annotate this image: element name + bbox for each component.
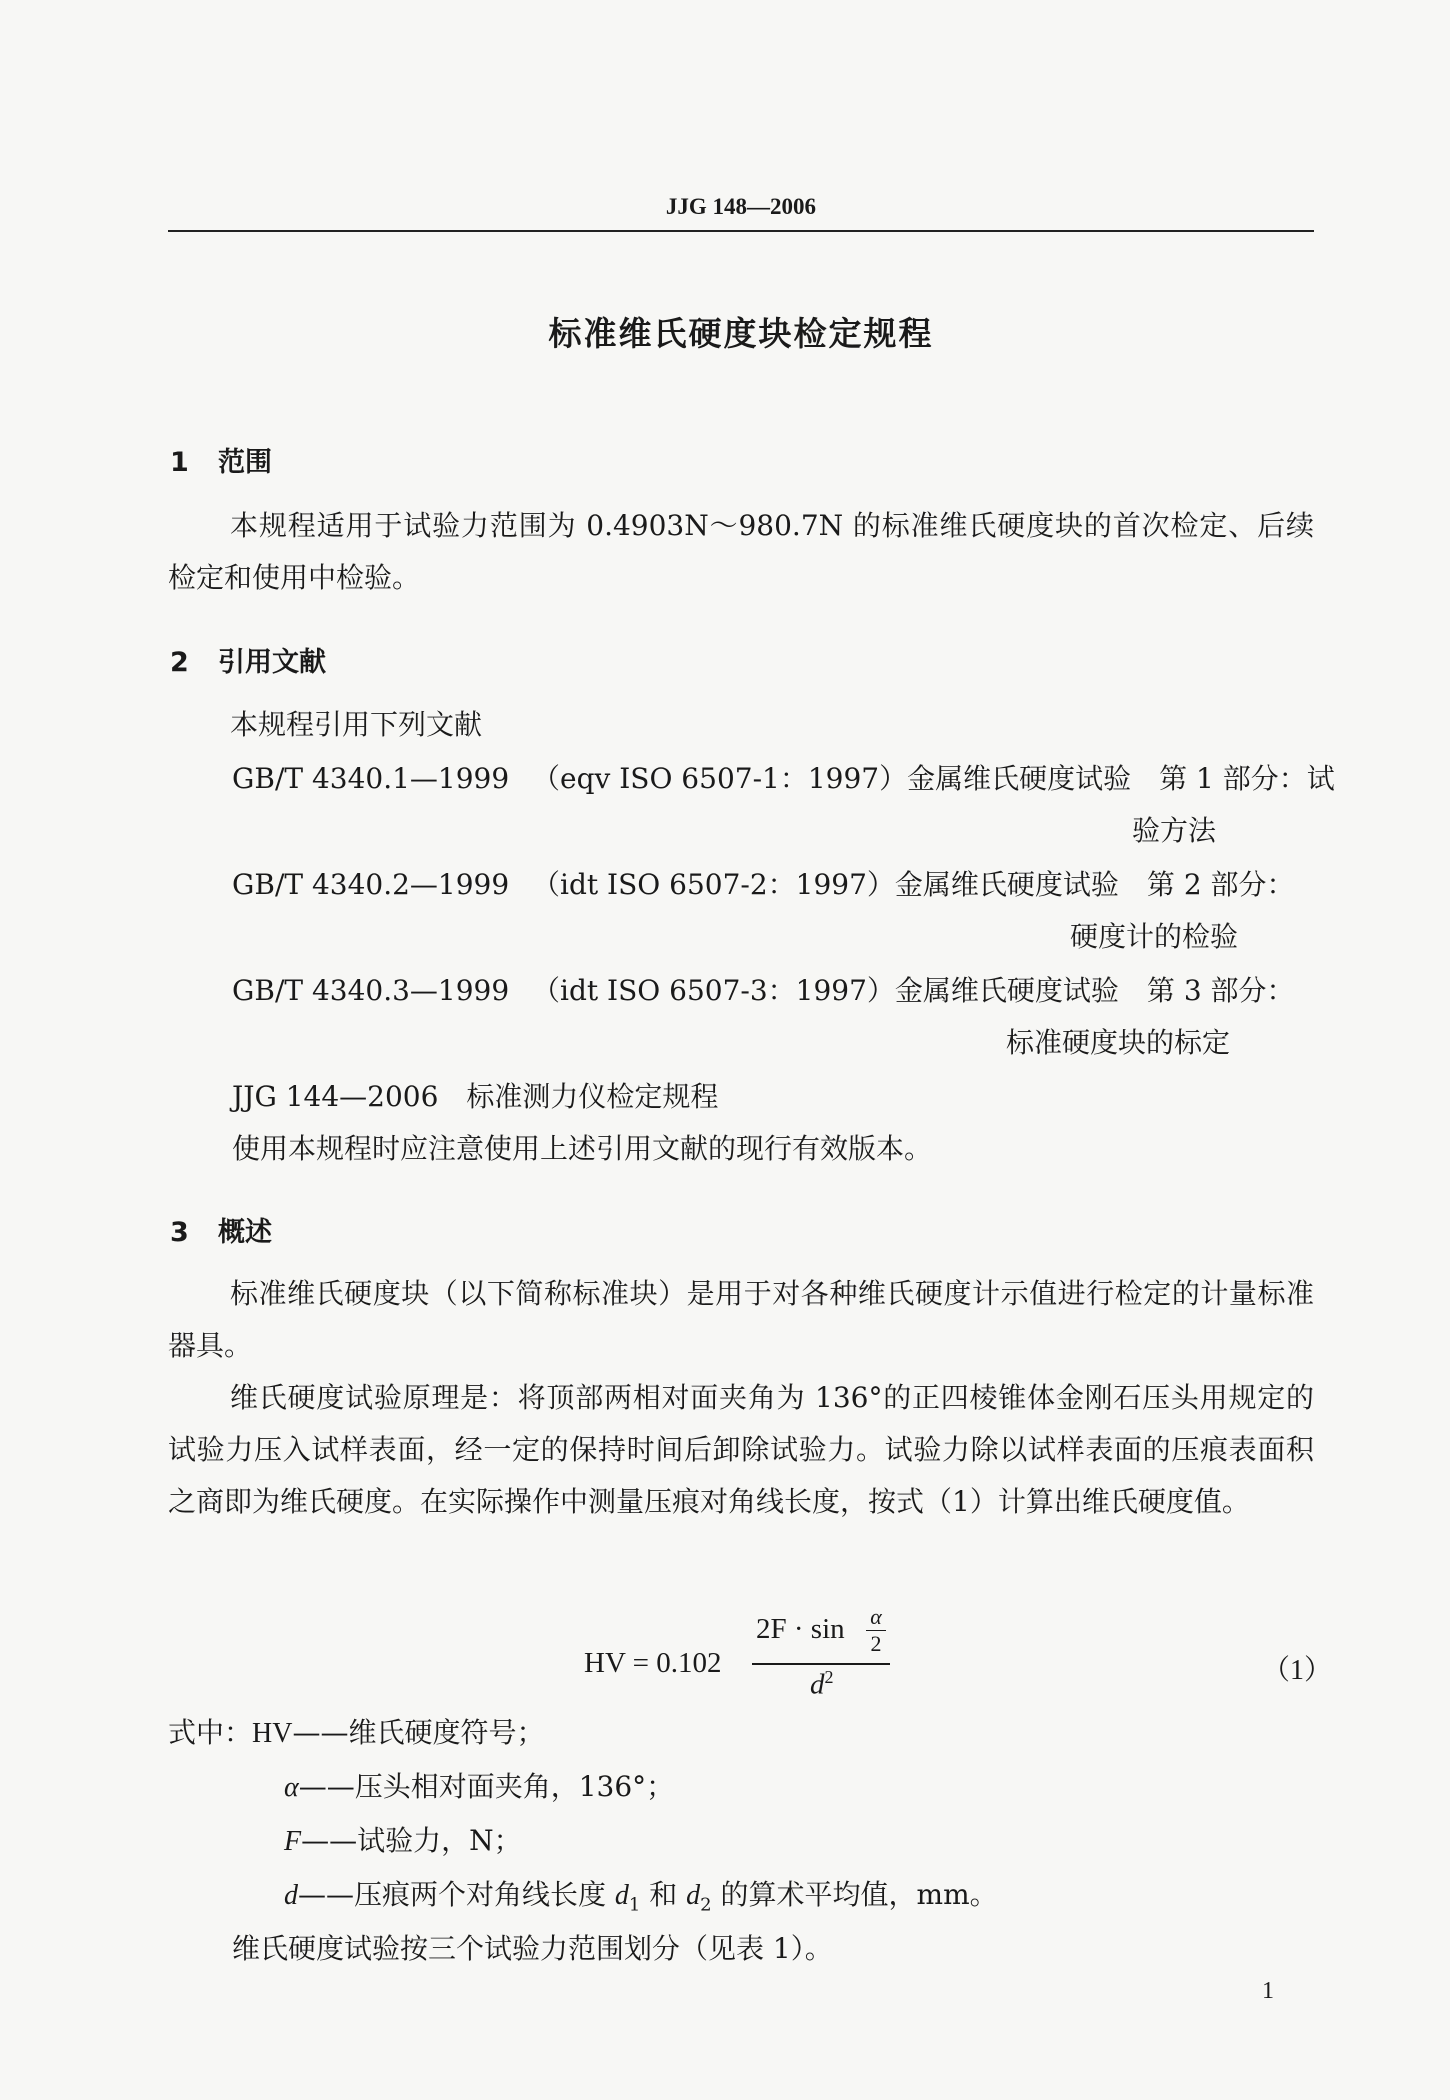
- symbol: α: [284, 1772, 299, 1803]
- symbol: HV: [252, 1718, 293, 1749]
- running-header: JJG 148—2006: [665, 194, 817, 219]
- section-title: 引用文献: [218, 647, 326, 678]
- references-note: 使用本规程时应注意使用上述引用文献的现行有效版本。: [232, 1132, 933, 1165]
- symbol-desc: 的算术平均值，mm。: [711, 1878, 998, 1911]
- symbol: d: [614, 1880, 629, 1911]
- reference-item: JJG 144—2006 标准测力仪检定规程: [232, 1080, 719, 1113]
- section-3-heading: [170, 1210, 272, 1249]
- dash: ——: [298, 1878, 354, 1911]
- formula-denominator: [810, 1667, 834, 1702]
- denominator-symbol: d: [810, 1668, 825, 1701]
- reference-desc: （eqv ISO 6507-1：1997）金属维氏硬度试验 第 1 部分：试: [532, 762, 1335, 795]
- equation-number: （1）: [1262, 1655, 1333, 1686]
- section-number: 1: [170, 447, 189, 478]
- symbol-desc: 压头相对面夹角，136°；: [354, 1770, 675, 1803]
- section-title: 概述: [218, 1217, 272, 1248]
- subscript: 2: [700, 1894, 712, 1916]
- symbol: F: [284, 1826, 302, 1857]
- references-intro: 本规程引用下列文献: [230, 708, 483, 741]
- conjunction: 和: [640, 1878, 687, 1911]
- where-line-hv: [168, 1716, 544, 1751]
- document-title: 标准维氏硬度块检定规程: [548, 314, 934, 353]
- subscript: 1: [628, 1894, 641, 1916]
- dash: ——: [292, 1716, 349, 1749]
- section-3-paragraph-2: 维氏硬度试验原理是：将顶部两相对面夹角为 136°的正四棱锥体金刚石压头用规定的试验力压入试样表面，经一定的保持时间后卸除试验力。试验力除以试样表面的压痕表面积之商即为维氏硬度。在实际操作中测量压痕对角线长度，按式（1）计算出维氏硬度值。: [168, 1381, 1314, 1518]
- section-1-heading: [170, 440, 272, 479]
- symbol: d: [686, 1880, 701, 1911]
- section-number: 3: [170, 1217, 189, 1248]
- reference-code: GB/T 4340.3—1999: [232, 974, 510, 1007]
- page-number: 1: [1262, 1978, 1274, 2004]
- fraction-bar: [752, 1663, 890, 1665]
- formula-numerator: 2F · sin: [756, 1613, 845, 1645]
- formula-lhs: HV = 0.102: [584, 1647, 722, 1679]
- section-2-heading: [170, 640, 326, 679]
- reference-desc-cont: 验方法: [1132, 814, 1217, 847]
- dash: ——: [301, 1824, 358, 1857]
- header-rule: [168, 230, 1314, 232]
- closing-sentence: 维氏硬度试验按三个试验力范围划分（见表 1）。: [232, 1932, 833, 1965]
- formula-hv: [580, 1605, 980, 1715]
- section-title: 范围: [218, 447, 272, 478]
- symbol-desc: 维氏硬度符号；: [348, 1716, 545, 1749]
- denominator-exponent: 2: [824, 1667, 834, 1687]
- reference-code: GB/T 4340.2—1999: [232, 868, 510, 901]
- half-angle-top: α: [870, 1604, 882, 1629]
- section-1-text: 本规程适用于试验力范围为 0.4903N～980.7N 的标准维氏硬度块的首次检定、后续检定和使用中检验。: [168, 509, 1314, 594]
- symbol-desc: 试验力，N；: [357, 1824, 522, 1857]
- half-angle-bottom: 2: [870, 1631, 882, 1656]
- reference-code: GB/T 4340.1—1999: [232, 762, 510, 795]
- where-lead: 式中：: [168, 1716, 253, 1749]
- reference-desc: （idt ISO 6507-3：1997）金属维氏硬度试验 第 3 部分：: [532, 974, 1295, 1007]
- reference-desc-cont: 硬度计的检验: [1070, 920, 1239, 953]
- reference-desc: （idt ISO 6507-2：1997）金属维氏硬度试验 第 2 部分：: [532, 868, 1295, 901]
- symbol-desc: 压痕两个对角线长度: [354, 1878, 615, 1911]
- symbol: d: [284, 1880, 298, 1911]
- where-line-force: [284, 1824, 522, 1859]
- dash: ——: [298, 1770, 355, 1803]
- where-line-alpha: [284, 1770, 674, 1805]
- reference-desc-cont: 标准硬度块的标定: [1006, 1026, 1231, 1059]
- where-line-diagonal: [284, 1878, 998, 1923]
- section-3-paragraph-1: 标准维氏硬度块（以下简称标准块）是用于对各种维氏硬度计示值进行检定的计量标准器具。: [168, 1277, 1314, 1362]
- section-number: 2: [170, 647, 189, 678]
- formula-half-angle: [866, 1605, 886, 1656]
